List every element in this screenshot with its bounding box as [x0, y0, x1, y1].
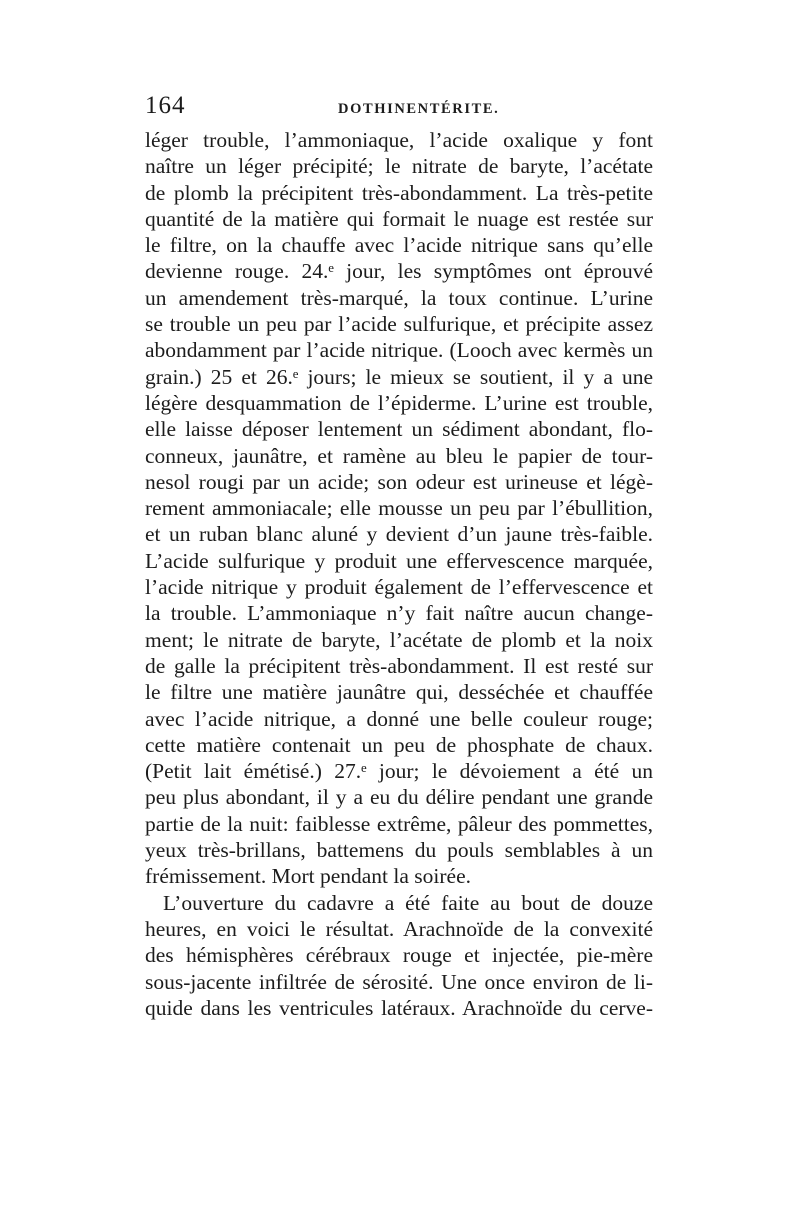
text-line: yeux très-brillans, battemens du pouls semblables à un [145, 838, 653, 863]
text-line: L’acide sulfurique y produit une effervescence marquée, [145, 548, 653, 573]
text-line: abondamment par l’acide nitrique. (Looch avec kermès un [145, 338, 653, 363]
text-line: de galle la précipitent très-abondamment. Il est resté sur [145, 653, 653, 678]
body-text [145, 127, 653, 1021]
text-line: avec l’acide nitrique, a donné une belle couleur rouge; [145, 706, 653, 731]
text-line: le filtre une matière jaunâtre qui, desséchée et chauffée [145, 680, 653, 705]
text-line: partie de la nuit: faiblesse extrême, pâleur des pommettes, [145, 811, 653, 836]
text-line: L’ouverture du cadavre a été faite au bout de douze [163, 890, 653, 915]
text-line: léger trouble, l’ammoniaque, l’acide oxalique y font [145, 128, 653, 152]
text-line: grain.) 25 et 26.ᵉ jours; le mieux se soutient, il y a une [145, 364, 653, 389]
text-line: devienne rouge. 24.ᵉ jour, les symptômes ont éprouvé [145, 259, 653, 284]
text-line: frémissement. Mort pendant la soirée. [145, 864, 471, 889]
text-line: la trouble. L’ammoniaque n’y fait naître aucun change- [145, 601, 653, 626]
text-line: l’acide nitrique y produit également de l’effervescence et [145, 575, 653, 600]
running-title: DOTHINENTÉRITE. [338, 101, 500, 117]
text-line: ment; le nitrate de baryte, l’acétate de plomb et la noix [145, 627, 653, 652]
text-line: se trouble un peu par l’acide sulfurique, et précipite assez [145, 312, 653, 337]
text-line: conneux, jaunâtre, et ramène au bleu le papier de tour- [145, 443, 653, 468]
page-number: 164 [145, 92, 186, 119]
text-line: un amendement très-marqué, la toux continue. L’urine [145, 285, 653, 310]
page-header [145, 92, 665, 126]
text-line: heures, en voici le résultat. Arachnoïde de la convexité [145, 916, 653, 941]
text-line: légère desquammation de l’épiderme. L’urine est trouble, [145, 390, 653, 415]
text-line: nesol rougi par un acide; son odeur est urineuse et légè- [145, 469, 653, 494]
text-line: quantité de la matière qui formait le nuage est restée sur [145, 206, 653, 231]
text-line: quide dans les ventricules latéraux. Arachnoïde du cerve- [145, 995, 653, 1020]
text-line: le filtre, on la chauffe avec l’acide nitrique sans qu’elle [145, 233, 653, 258]
text-line: cette matière contenait un peu de phosphate de chaux. [145, 732, 653, 757]
text-line: et un ruban blanc aluné y devient d’un jaune très-faible. [145, 522, 653, 547]
text-line: sous-jacente infiltrée de sérosité. Une once environ de li- [145, 969, 653, 994]
text-line: (Petit lait émétisé.) 27.ᵉ jour; le dévoiement a été un [145, 759, 653, 784]
text-line: elle laisse déposer lentement un sédiment abondant, flo- [145, 417, 653, 442]
text-line: des hémisphères cérébraux rouge et injectée, pie-mère [145, 943, 653, 968]
text-line: de plomb la précipitent très-abondamment. La très-petite [145, 180, 653, 205]
text-line: peu plus abondant, il y a eu du délire pendant une grande [145, 785, 653, 810]
text-line: rement ammoniacale; elle mousse un peu par l’ébullition, [145, 496, 653, 521]
text-line: naître un léger précipité; le nitrate de baryte, l’acétate [145, 154, 653, 179]
